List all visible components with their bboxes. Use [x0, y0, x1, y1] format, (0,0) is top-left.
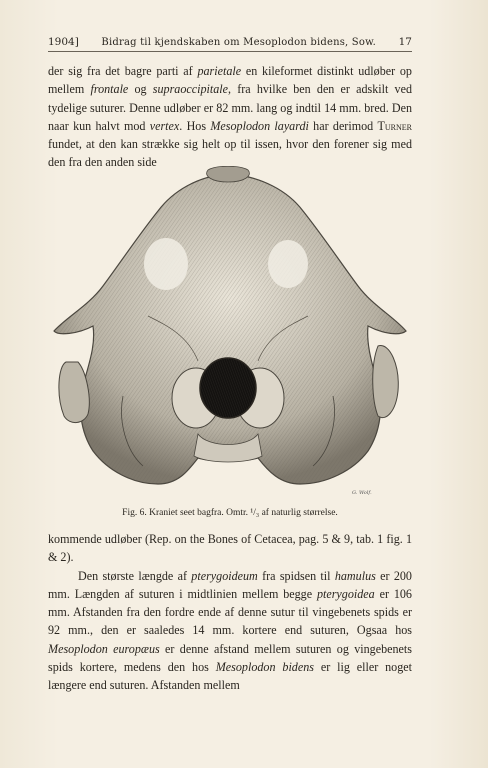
artist-signature: G. Wolf.: [352, 490, 372, 496]
para3-run-0: Den største længde af: [78, 568, 192, 583]
para1-run-10: har derimod: [308, 118, 378, 133]
para3-run-10: er lig eller noget længere end suturen. Afstanden mellem: [48, 660, 413, 693]
para3-run-5: pterygoidea: [316, 586, 375, 601]
figure-caption: Fig. 6. Kraniet seet bagfra. Omtr. ¹/₃ af naturlig størrelse.: [122, 508, 338, 518]
right-condyle-wing: [373, 346, 399, 418]
text-block-top: [48, 62, 412, 172]
para1-run-2: en kileformet distinkt udløber op mellem: [48, 64, 412, 97]
paragraph-1: [48, 62, 412, 172]
para1-run-1: parietale: [197, 64, 242, 78]
para1-run-5: supraoccipitale: [152, 82, 229, 97]
vertex-crest: [207, 166, 250, 182]
para3-run-9: Mesoplodon bidens: [215, 660, 314, 675]
para3-run-7: Mesoplodon europæus: [48, 641, 160, 656]
right-highlight: [268, 240, 308, 288]
para3-run-1: pterygoideum: [191, 568, 258, 583]
skull-rear-view-illustration: [48, 166, 412, 506]
skull-figure: [48, 166, 412, 506]
page-number: 17: [398, 36, 412, 48]
para1-run-0: der sig fra det bagre parti af: [48, 64, 198, 78]
paragraph-3: [48, 567, 412, 695]
left-condyle-wing: [59, 362, 89, 423]
para3-run-3: hamulus: [334, 568, 376, 583]
text-block-bottom: [48, 530, 412, 695]
paragraph-2: [48, 530, 412, 567]
header-rule: [48, 51, 412, 52]
para1-run-12: fundet, at den kan strække sig helt op til issen, hvor den forener sig med den fra den anden side: [48, 137, 412, 170]
para1-run-7: vertex: [149, 118, 180, 133]
para1-run-6: , fra hvilke ben den er adskilt ved tydelige suturer. Denne udløber er 82 mm. lang og indtil 14 mm. bred. Den naar kun halvt mod: [48, 82, 413, 133]
left-highlight: [144, 238, 188, 290]
running-head-title: Bidrag til kjendskaben om Mesoplodon bidens, Sow.: [101, 37, 377, 48]
para3-run-8: er denne afstand mellem suturen og vingebenets spids kortere, medens den hos: [48, 641, 412, 675]
para3-run-2: fra spidsen til: [257, 568, 335, 583]
para2-run-0: kommende udløber (Rep. on the Bones of Cetacea, pag. 5 & 9, tab. 1 fig. 1 & 2).: [48, 532, 412, 565]
para3-run-6: er 106 mm. Afstanden fra den fordre ende af denne sutur til vingebenets spids er 92 mm., den er saaledes 14 mm. kortere end suturen, Ogsaa hos: [48, 586, 412, 638]
para1-run-3: frontale: [90, 82, 129, 97]
para1-run-9: Mesoplodon layardi: [210, 118, 309, 133]
para1-run-11: Turner: [377, 118, 412, 133]
running-head-year: 1904]: [48, 36, 79, 48]
para1-run-4: og: [128, 82, 153, 97]
para1-run-8: . Hos: [179, 118, 211, 133]
running-head: [48, 36, 412, 52]
para3-run-4: er 200 mm. Længden af suturen i midtlinien mellem begge: [48, 568, 412, 601]
